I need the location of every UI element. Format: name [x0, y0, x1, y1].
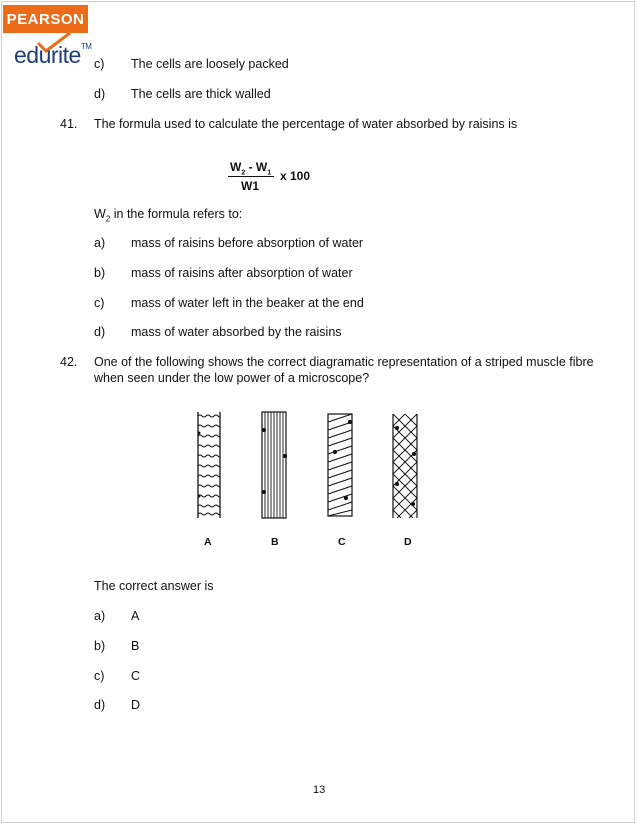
edurite-logo [14, 42, 91, 69]
diagram-label-d: D [404, 536, 412, 548]
formula-denominator: W1 [241, 179, 259, 193]
diagram-d [393, 414, 417, 518]
option-text: mass of water left in the beaker at the end [131, 296, 364, 310]
diagram-label-b: B [271, 536, 279, 548]
option-text: D [131, 698, 141, 712]
formula-prompt: $W_2$ in the formula refers to: [94, 207, 243, 224]
option-text: B [131, 639, 140, 653]
option-text: The cells are loosely packed [131, 57, 289, 71]
muscle-fibre-diagrams [190, 408, 430, 524]
option-letter: c) [94, 296, 105, 310]
option-text: A [131, 609, 140, 623]
option-text: mass of raisins after absorption of water [131, 266, 353, 280]
option-letter: a) [94, 236, 106, 250]
option-letter: a) [94, 609, 106, 623]
question-number: 41. [60, 117, 78, 131]
diagram-label-c: C [338, 536, 346, 548]
option-letter: c) [94, 57, 105, 71]
question-text-line2: when seen under the low power of a microscope? [94, 371, 370, 385]
option-letter: d) [94, 698, 106, 712]
pearson-logo [3, 5, 88, 33]
diagram-c [328, 414, 352, 516]
pearson-logo-text: PEARSON [6, 10, 85, 28]
option-letter: d) [94, 325, 106, 339]
diagram-label-a: A [204, 536, 212, 548]
option-letter: c) [94, 669, 105, 683]
option-letter: b) [94, 266, 106, 280]
fraction-bar [228, 176, 274, 177]
question-text-line1: One of the following shows the correct diagramatic representation of a striped muscle fibre [94, 355, 594, 369]
formula-multiplier: x 100 [280, 169, 311, 183]
edurite-logo-text: edurite [14, 42, 81, 68]
trademark-mark: TM [80, 42, 92, 51]
question-number: 42. [60, 355, 78, 369]
option-text: mass of water absorbed by the raisins [131, 325, 342, 339]
answer-prompt: The correct answer is [94, 579, 214, 593]
option-text: The cells are thick walled [131, 87, 271, 101]
option-text: mass of raisins before absorption of water [131, 236, 364, 250]
page-number: 13 [313, 784, 326, 796]
option-letter: d) [94, 87, 106, 101]
option-text: C [131, 669, 141, 683]
option-letter: b) [94, 639, 106, 653]
diagram-a [198, 412, 221, 518]
formula-numerator: $W_2 - W_1$ [230, 160, 272, 177]
question-text: The formula used to calculate the percentage of water absorbed by raisins is [94, 117, 518, 131]
diagram-b [262, 412, 287, 518]
